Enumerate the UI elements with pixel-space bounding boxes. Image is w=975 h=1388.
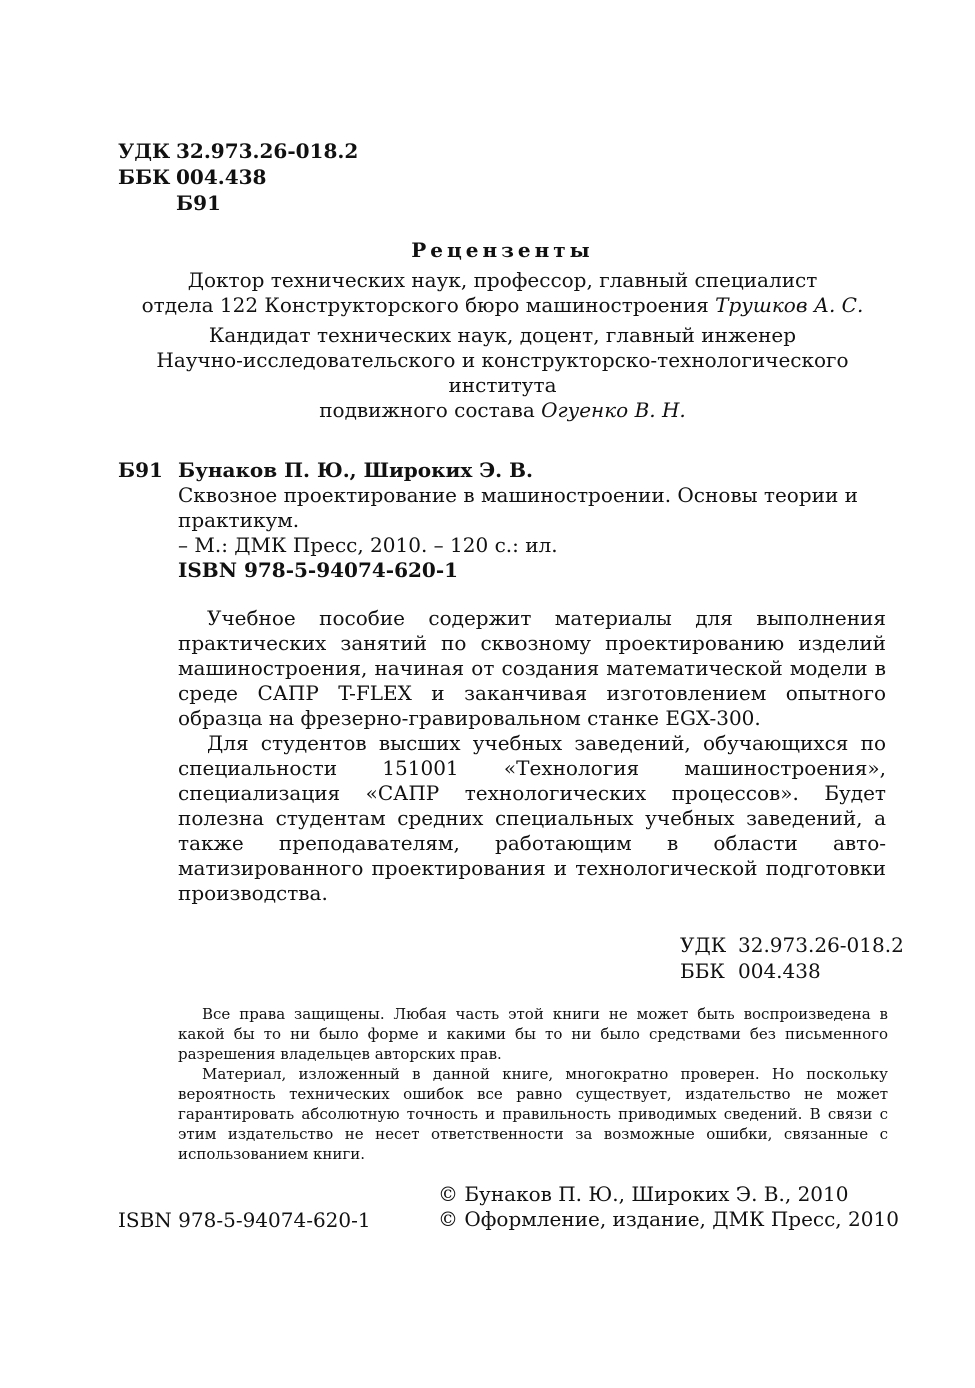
- reviewer-1-org: отдела 122 Конструкторского бюро машиностроения: [141, 293, 709, 317]
- disclaimer-paragraph: Материал, изложенный в данной книге, многократно проверен. Но поскольку вероятность технических ошибок все равно существует, издательство не может гарантировать абсолютную точность и правильность приводимых сведений. В связи с этим издательство не несет ответственности за возможные ошибки, связанные с использованием книги.: [178, 1065, 888, 1163]
- footer-isbn: ISBN 978-5-94074-620-1: [118, 1208, 371, 1232]
- bbk-value: 004.438: [176, 165, 267, 189]
- copyright-authors: © Бунаков П. Ю., Широких Э. В., 2010: [438, 1182, 849, 1206]
- classification-block: [118, 138, 358, 216]
- copyright-block: [438, 1182, 899, 1232]
- bib-authors: Бунаков П. Ю., Широких Э. В.: [178, 458, 533, 482]
- annotation: [178, 606, 886, 906]
- reviewer-2: [110, 323, 895, 423]
- bbk-repeat-row: [680, 958, 904, 984]
- author-mark: Б91: [176, 191, 221, 215]
- bib-isbn: ISBN 978-5-94074-620-1: [178, 558, 459, 582]
- udk-value: 32.973.26-018.2: [176, 139, 359, 163]
- reviewer-2-org: подвижного состава: [319, 398, 535, 422]
- rights-notice: [178, 1004, 888, 1164]
- bbk-repeat-value: 004.438: [738, 959, 821, 983]
- bbk-row: [118, 164, 358, 190]
- bbk-repeat-label: ББК: [680, 959, 725, 983]
- reviewers-section: [110, 238, 895, 428]
- reviewer-1-line-1: Доктор технических наук, профессор, главный специалист: [187, 268, 818, 292]
- udk-repeat-label: УДК: [680, 933, 727, 957]
- udk-label: УДК: [118, 139, 171, 163]
- reviewer-2-line-1: Кандидат технических наук, доцент, главный инженер: [208, 323, 797, 347]
- udk-repeat-row: [680, 932, 904, 958]
- classification-repeat: [680, 932, 904, 984]
- bibliographic-entry: [178, 458, 888, 558]
- reviewer-1-line-2: [110, 293, 895, 318]
- bbk-label: ББК: [118, 165, 171, 189]
- reviewer-2-name: Огуенко В. Н.: [541, 398, 686, 422]
- reviewer-2-line-2: Научно-исследовательского и конструкторско-технологического института: [156, 348, 849, 397]
- udk-repeat-value: 32.973.26-018.2: [738, 933, 904, 957]
- reviewer-1: [110, 268, 895, 318]
- annotation-paragraph-2: Для студентов высших учебных заведений, обучающихся по специальности 151001 «Технология машиностроения», специализация «САПР технологических процессов». Будет полезна студентам средних специальных учебных заведений, а также преподавателям, работающим в области автоматизированного проектирования и технологической подготовки производства.: [178, 731, 886, 905]
- rights-paragraph: Все права защищены. Любая часть этой книги не может быть воспроизведена в какой бы то ни было форме и какими бы то ни было средствами без письменного разрешения владельцев авторских прав.: [178, 1005, 888, 1063]
- reviewer-2-line-3: [110, 398, 895, 423]
- udk-row: [118, 138, 358, 164]
- reviewers-heading: Рецензенты: [411, 238, 594, 262]
- bib-code: Б91: [118, 458, 163, 482]
- copyright-publisher: © Оформление, издание, ДМК Пресс, 2010: [438, 1207, 899, 1231]
- author-mark-row: [118, 190, 358, 216]
- bib-title: Сквозное проектирование в машиностроении. Основы теории и практикум.: [178, 483, 858, 532]
- reviewer-1-name: Трушков А. С.: [715, 293, 864, 317]
- annotation-paragraph-1: Учебное пособие содержит материалы для выполнения практических занятий по сквозному проектированию изделий машиностроения, начиная от создания математической модели в среде САПР T-FLEX и заканчивая изготовлением опытного образца на фрезерно-гравировальном станке EGX-300.: [178, 606, 886, 730]
- bib-imprint: – М.: ДМК Пресс, 2010. – 120 с.: ил.: [178, 533, 558, 557]
